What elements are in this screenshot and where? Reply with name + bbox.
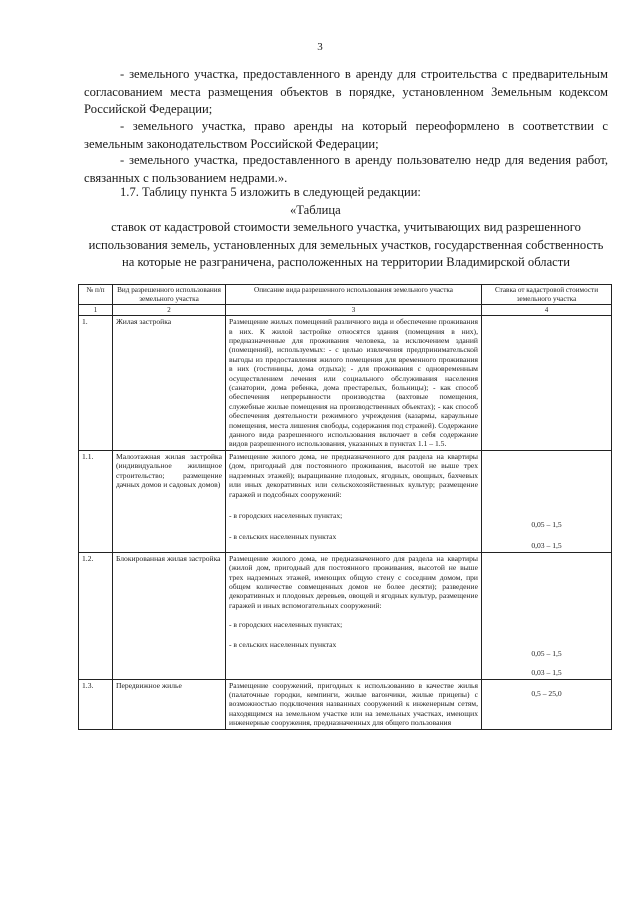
row-usage-type: Жилая застройка — [113, 316, 226, 451]
rate-rural: 0,03 – 1,5 — [531, 668, 562, 678]
row-number: 1.3. — [79, 679, 113, 729]
row-sub-rural: - в сельских населенных пунктах — [229, 532, 337, 542]
row-number: 1.2. — [79, 552, 113, 679]
table-row — [79, 450, 612, 552]
table-title: ставок от кадастровой стоимости земельного участка, учитывающих вид разрешенного использования земель, установленных для земельных участков, государственная собственность на которые не разграничена, расположенных на территории Владимирской области — [88, 220, 604, 269]
row-rate — [482, 316, 612, 451]
header-description: Описание вида разрешенного использования земельного участка — [226, 285, 482, 305]
row-description — [226, 450, 482, 552]
row-rate — [482, 552, 612, 679]
row-description — [226, 552, 482, 679]
table-row — [79, 316, 612, 451]
rates-table — [78, 284, 612, 730]
row-description: Размещение жилых помещений различного вида и обеспечение проживания в них. К жилой застройке относятся здания (помещения в них), предназначенные для проживания человека, за исключением зданий (помещений), используемых: - с целью извлечения предпринимательской выгоды из предоставления жилого помещения для временного проживания в них (гостиницы, дома отдыха); - для проживания с одновременным осуществлением лечения или социального обслуживания населения (санатории, дома ребенка, дома престарелых, больницы); - как способ обеспечения непрерывности производства (вахтовые помещения, служебные жилые помещения на производственных объектах); - как способ обеспечения деятельности режимного учреждения (казармы, караульные помещения, места лишения свободы, содержания под стражей). Содержание данного вида разрешенного использования включает в себя содержание видов разрешенного использования, указанных в пунктах 1.1 – 1.5. — [226, 316, 482, 451]
table-header-row — [79, 285, 612, 305]
header-rate: Ставка от кадастровой стоимости земельного участка — [482, 285, 612, 305]
rate-rural: 0,03 – 1,5 — [531, 541, 562, 551]
row-description-text: Размещение жилого дома, не предназначенного для раздела на квартиры (дом, пригодный для постоянного проживания, высотой не выше трех надземных этажей); выращивание плодовых, ягодных, овощных, бахчевых или иных декоративных или сельскохозяйственных культур; размещение гаражей и подсобных сооружений: — [229, 451, 478, 499]
table-row — [79, 679, 612, 729]
rate-urban: 0,05 – 1,5 — [531, 648, 562, 658]
row-rate — [482, 450, 612, 552]
row-sub-rural: - в сельских населенных пунктах — [229, 639, 337, 649]
table-column-numbers — [79, 305, 612, 316]
row-description-text: Размещение жилого дома, не предназначенного для раздела на квартиры (жилой дом, пригодный для постоянного проживания, высотой не выше трех надземных этажей, имеющих общую стену с соседним домом, при общем количестве совмещенных домов не более десяти); разведение декоративных и плодовых деревьев, овощей и ягодных культур, размещение гаражей и иных вспомогательных сооружений: — [229, 553, 478, 610]
paragraph-2: - земельного участка, право аренды на который переоформлено в соответствии с земельным законодательством Российской Федерации; — [84, 119, 608, 151]
col-number-2: 2 — [113, 305, 226, 316]
row-usage-type: Блокированная жилая застройка — [113, 552, 226, 679]
header-usage-type: Вид разрешенного использования земельного участка — [113, 285, 226, 305]
col-number-3: 3 — [226, 305, 482, 316]
col-number-1: 1 — [79, 305, 113, 316]
rate-urban: 0,05 – 1,5 — [531, 519, 562, 529]
row-number: 1. — [79, 316, 113, 451]
col-number-4: 4 — [482, 305, 612, 316]
page-number: 3 — [317, 41, 323, 53]
row-sub-urban: - в городских населенных пунктах; — [229, 510, 343, 520]
paragraph-4: 1.7. Таблицу пункта 5 изложить в следующей редакции: — [120, 185, 421, 199]
paragraph-1: - земельного участка, предоставленного в аренду для строительства с предварительным согласованием места размещения объектов в порядке, установленном Земельным кодексом Российской Федерации; — [84, 67, 608, 116]
row-usage-type: Малоэтажная жилая застройка (индивидуальное жилищное строительство; размещение дачных домов и садовых домов) — [113, 450, 226, 552]
header-number: № п/п — [79, 285, 113, 305]
row-description: Размещение сооружений, пригодных к использованию в качестве жилья (палаточные городки, кемпинги, жилые вагончики, жилые прицепы) с возможностью подключения названных сооружений к инженерным сетям, находящимся на земельном участке или на земельных участках, имеющих инженерные сооружения, предназначенных для общего пользования — [226, 679, 482, 729]
row-usage-type: Передвижное жилье — [113, 679, 226, 729]
paragraph-3: - земельного участка, предоставленного в аренду пользователю недр для ведения работ, связанных с пользованием недрами.». — [84, 153, 608, 185]
row-number: 1.1. — [79, 450, 113, 552]
row-rate: 0,5 – 25,0 — [482, 679, 612, 729]
table-row — [79, 552, 612, 679]
row-sub-urban: - в городских населенных пунктах; — [229, 620, 343, 630]
table-label: «Таблица — [290, 203, 341, 217]
